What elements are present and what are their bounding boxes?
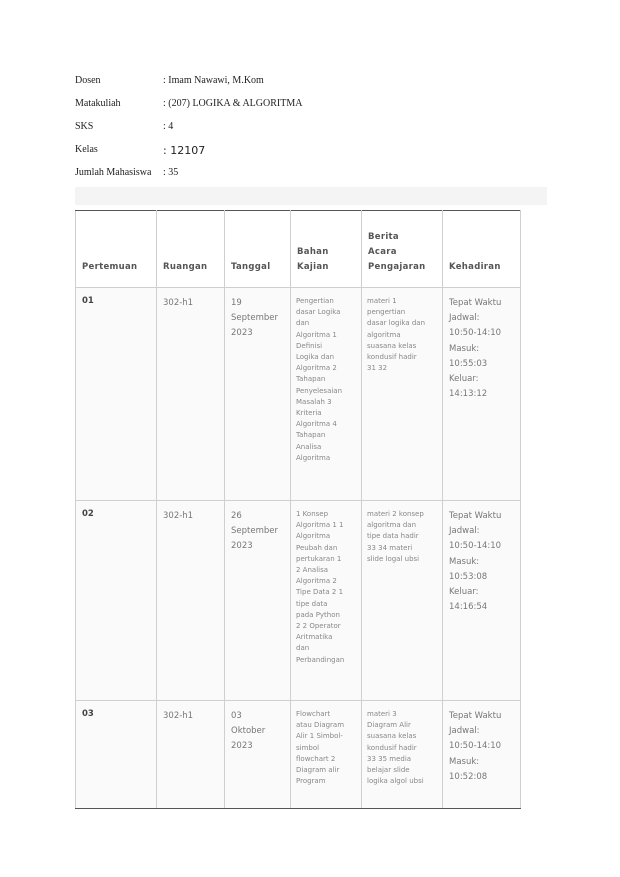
cell-line: belajar slide [367, 766, 410, 775]
cell-line: kondusif hadir [367, 743, 417, 752]
cell-line: Tepat Waktu [449, 298, 502, 308]
cell-line: Aritmatika [296, 633, 333, 642]
cell-line: 10:55:03 [449, 358, 488, 369]
cell-line: Algoritma [296, 532, 331, 541]
cell-line: Algoritma [296, 453, 331, 462]
cell-line: 03 [231, 711, 242, 721]
cell-kehadiran [443, 701, 521, 809]
cell-line: materi 2 konsep [367, 510, 424, 518]
cell-line: Perbandingan [296, 655, 345, 664]
info-value: : (207) LOGIKA & ALGORITMA [163, 98, 303, 109]
cell-line: Penyelesaian [296, 386, 343, 395]
cell-line: Algoritma 4 [296, 420, 337, 429]
cell-line: Algoritma 2 [296, 364, 337, 373]
cell-line: Tepat Waktu [449, 511, 502, 521]
cell-line: September [231, 313, 278, 323]
course-info [75, 75, 302, 190]
cell-line: 33 34 materi [367, 543, 413, 552]
cell-line: Jadwal: [449, 526, 480, 537]
header-line: Acara [368, 247, 397, 257]
cell-line: simbol [296, 743, 320, 752]
cell-line: 1 Konsep [296, 510, 329, 518]
cell-line: Jadwal: [449, 726, 480, 737]
cell-line: Masuk: [449, 343, 480, 354]
table-header-row [76, 211, 521, 288]
cell-kehadiran [443, 501, 521, 701]
cell-line: logika algol ubsi [367, 777, 424, 786]
cell-line: Oktober [231, 726, 266, 736]
cell-line: Kriteria [296, 409, 322, 418]
cell-line: kondusif hadir [367, 353, 417, 362]
cell-pertemuan: 02 [76, 501, 157, 701]
cell-line: 2 Analisa [296, 566, 329, 575]
cell-line: tipe data hadir [367, 532, 419, 541]
cell-line: pengertian [367, 308, 406, 317]
cell-bahan-kajian [291, 288, 362, 501]
cell-line: suasana kelas [367, 341, 417, 350]
header-berita-acara [362, 211, 443, 288]
info-label: Matakuliah [75, 98, 121, 109]
cell-pertemuan: 03 [76, 701, 157, 809]
cell-berita-acara [362, 701, 443, 809]
info-label: Jumlah Mahasiswa [75, 167, 152, 178]
cell-line: suasana kelas [367, 732, 417, 741]
cell-line: 26 [231, 511, 242, 521]
cell-ruangan: 302-h1 [157, 701, 225, 809]
cell-line: dasar logika dan [367, 319, 426, 328]
cell-line: 14:16:54 [449, 602, 488, 613]
header-line: Kajian [297, 262, 329, 272]
cell-ruangan: 302-h1 [157, 501, 225, 701]
cell-line: slide logal ubsi [367, 554, 420, 563]
cell-line: 19 [231, 298, 242, 308]
header-line: Pengajaran [368, 262, 426, 272]
cell-line: 10:50-14:10 [449, 541, 502, 552]
info-row-matakuliah [75, 98, 302, 121]
cell-line: Keluar: [449, 374, 479, 385]
cell-bahan-kajian [291, 501, 362, 701]
cell-line: Analisa [296, 442, 322, 451]
cell-line: 2 2 Operator [296, 622, 341, 631]
cell-line: 10:50-14:10 [449, 328, 502, 339]
cell-line: pertukaran 1 [296, 554, 342, 563]
cell-line: materi 1 [367, 297, 397, 305]
cell-line: dan [296, 644, 310, 653]
header-line: Bahan [297, 247, 329, 257]
section-shade [75, 187, 547, 205]
cell-line: 2023 [231, 328, 253, 338]
header-ruangan: Ruangan [157, 211, 225, 288]
cell-line: flowchart 2 [296, 754, 336, 763]
cell-line: Masalah 3 [296, 397, 332, 406]
cell-line: Alir 1 Simbol- [296, 732, 343, 741]
cell-ruangan: 302-h1 [157, 288, 225, 501]
header-kehadiran: Kehadiran [443, 211, 521, 288]
cell-line: Program [296, 777, 326, 786]
cell-line: September [231, 526, 278, 536]
cell-line: algoritma [367, 330, 401, 339]
header-line: Berita [368, 232, 399, 242]
cell-pertemuan: 01 [76, 288, 157, 501]
header-tanggal: Tanggal [225, 211, 291, 288]
cell-line: 31 32 [367, 364, 388, 373]
cell-line: pada Python [296, 610, 340, 619]
cell-tanggal [225, 501, 291, 701]
info-value: : 35 [163, 167, 179, 178]
info-row-kelas [75, 144, 302, 167]
cell-line: 2023 [231, 541, 253, 551]
cell-line: 14:13:12 [449, 389, 488, 400]
cell-tanggal [225, 288, 291, 501]
cell-berita-acara [362, 501, 443, 701]
info-value: : Imam Nawawi, M.Kom [163, 75, 264, 86]
cell-line: tipe data [296, 599, 328, 608]
info-value: : 12107 [163, 144, 206, 157]
cell-line: Jadwal: [449, 313, 480, 324]
cell-line: algoritma dan [367, 521, 417, 530]
cell-line: Algoritma 2 [296, 577, 337, 586]
cell-line: Tepat Waktu [449, 711, 502, 721]
cell-line: Flowchart [296, 710, 331, 718]
cell-line: 10:50-14:10 [449, 741, 502, 752]
cell-berita-acara [362, 288, 443, 501]
table-row [76, 701, 521, 809]
cell-line: 10:52:08 [449, 771, 488, 782]
info-row-dosen [75, 75, 302, 98]
cell-line: 2023 [231, 741, 253, 751]
header-bahan-kajian [291, 211, 362, 288]
cell-line: Pengertian [296, 297, 334, 305]
cell-line: Definisi [296, 341, 323, 350]
table-row [76, 288, 521, 501]
header-pertemuan: Pertemuan [76, 211, 157, 288]
cell-line: Tahapan [296, 431, 326, 440]
cell-line: Logika dan [296, 353, 335, 362]
cell-line: Algoritma 1 [296, 330, 337, 339]
cell-line: Diagram Alir [367, 721, 411, 730]
attendance-table [75, 210, 521, 809]
info-value: : 4 [163, 121, 174, 132]
cell-line: dasar Logika [296, 308, 341, 317]
cell-line: materi 3 [367, 710, 397, 718]
info-label: Kelas [75, 144, 98, 155]
table-row [76, 501, 521, 701]
cell-tanggal [225, 701, 291, 809]
cell-line: Keluar: [449, 587, 479, 598]
info-label: Dosen [75, 75, 101, 86]
cell-line: Algoritma 1 1 [296, 521, 344, 530]
cell-line: Masuk: [449, 556, 480, 567]
cell-line: Masuk: [449, 756, 480, 767]
cell-bahan-kajian [291, 701, 362, 809]
cell-line: atau Diagram [296, 721, 345, 730]
cell-line: Tipe Data 2 1 [296, 588, 344, 597]
cell-line: dan [296, 319, 310, 328]
cell-line: 10:53:08 [449, 571, 488, 582]
cell-kehadiran [443, 288, 521, 501]
cell-line: Tahapan [296, 375, 326, 384]
cell-line: Diagram alir [296, 766, 340, 775]
cell-line: Peubah dan [296, 543, 338, 552]
info-row-sks [75, 121, 302, 144]
info-label: SKS [75, 121, 94, 132]
cell-line: 33 35 media [367, 754, 412, 763]
